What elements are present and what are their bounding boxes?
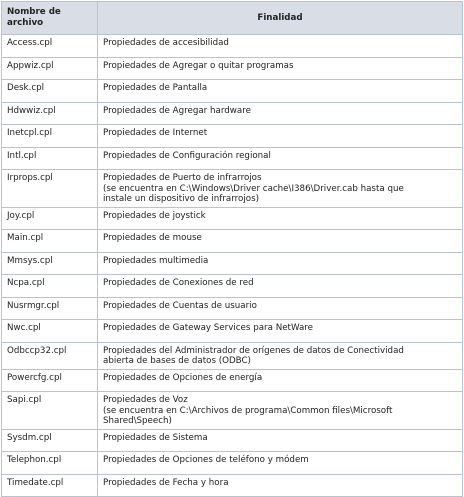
purpose-cell bbox=[98, 429, 463, 452]
table-row bbox=[2, 102, 463, 125]
purpose-cell bbox=[98, 275, 463, 298]
column-header-file-name-line1: Nombre de bbox=[7, 7, 61, 17]
purpose-line: Propiedades de Opciones de teléfono y módem bbox=[103, 455, 309, 465]
file-name-cell: Access.cpl bbox=[2, 35, 98, 58]
purpose-cell bbox=[98, 80, 463, 103]
table-header-row bbox=[2, 2, 463, 35]
purpose-line: instale un dispositivo de infrarrojos) bbox=[103, 194, 259, 204]
file-name-cell: Odbccp32.cpl bbox=[2, 342, 98, 369]
purpose-line: Propiedades de Gateway Services para NetWare bbox=[103, 323, 314, 333]
file-name-cell: Hdwwiz.cpl bbox=[2, 102, 98, 125]
purpose-line: Propiedades de Configuración regional bbox=[103, 150, 271, 161]
table-row bbox=[2, 297, 463, 320]
purpose-line: (se encuentra en C:\Windows\Driver cache\I386\Driver.cab hasta que bbox=[103, 183, 404, 194]
table-row bbox=[2, 35, 463, 58]
table-row bbox=[2, 170, 463, 208]
purpose-line: Propiedades del Administrador de orígenes de datos de Conectividad bbox=[103, 345, 404, 356]
table-row bbox=[2, 80, 463, 103]
table-row bbox=[2, 147, 463, 170]
column-header-file-name bbox=[2, 2, 98, 35]
file-name-cell: Nwc.cpl bbox=[2, 320, 98, 343]
purpose-line: Propiedades de Voz bbox=[103, 395, 188, 405]
table-row bbox=[2, 452, 463, 475]
column-header-purpose: Finalidad bbox=[98, 2, 463, 35]
purpose-cell bbox=[98, 230, 463, 253]
purpose-line: Propiedades de Agregar hardware bbox=[103, 105, 251, 116]
table-row bbox=[2, 320, 463, 343]
purpose-line: Propiedades de accesibilidad bbox=[103, 38, 229, 48]
file-name-cell: Inetcpl.cpl bbox=[2, 125, 98, 148]
control-panel-files-table bbox=[1, 1, 463, 497]
table-row bbox=[2, 207, 463, 230]
file-name-cell: Intl.cpl bbox=[2, 147, 98, 170]
file-name-cell: Desk.cpl bbox=[2, 80, 98, 103]
file-name-cell: Joy.cpl bbox=[2, 207, 98, 230]
file-name-cell: Ncpa.cpl bbox=[2, 275, 98, 298]
control-panel-files-table-container bbox=[1, 1, 462, 497]
purpose-line: Propiedades de Agregar o quitar programas bbox=[103, 60, 294, 71]
file-name-cell: Powercfg.cpl bbox=[2, 369, 98, 392]
purpose-cell bbox=[98, 369, 463, 392]
purpose-cell bbox=[98, 392, 463, 430]
table-row bbox=[2, 474, 463, 497]
purpose-line: Propiedades de Cuentas de usuario bbox=[103, 300, 257, 311]
purpose-line: Propiedades de Fecha y hora bbox=[103, 477, 229, 488]
table-row bbox=[2, 230, 463, 253]
table-row bbox=[2, 429, 463, 452]
purpose-line: Propiedades de Puerto de infrarrojos bbox=[103, 173, 262, 183]
file-name-cell: Telephon.cpl bbox=[2, 452, 98, 475]
file-name-cell: Appwiz.cpl bbox=[2, 57, 98, 80]
file-name-cell: Nusrmgr.cpl bbox=[2, 297, 98, 320]
table-row bbox=[2, 57, 463, 80]
file-name-cell: Sapi.cpl bbox=[2, 392, 98, 430]
table-row bbox=[2, 392, 463, 430]
column-header-file-name-line2: archivo bbox=[7, 18, 44, 28]
purpose-line: abierta de bases de datos (ODBC) bbox=[103, 356, 251, 366]
file-name-cell: Irprops.cpl bbox=[2, 170, 98, 208]
purpose-cell bbox=[98, 297, 463, 320]
purpose-cell bbox=[98, 342, 463, 369]
purpose-cell bbox=[98, 207, 463, 230]
purpose-cell bbox=[98, 252, 463, 275]
table-body bbox=[2, 35, 463, 497]
purpose-line: Propiedades de Internet bbox=[103, 128, 208, 138]
purpose-cell bbox=[98, 57, 463, 80]
purpose-cell bbox=[98, 320, 463, 343]
purpose-line: Propiedades multimedia bbox=[103, 255, 209, 266]
table-row bbox=[2, 125, 463, 148]
purpose-cell bbox=[98, 102, 463, 125]
file-name-cell: Timedate.cpl bbox=[2, 474, 98, 497]
file-name-cell: Sysdm.cpl bbox=[2, 429, 98, 452]
file-name-cell: Main.cpl bbox=[2, 230, 98, 253]
purpose-cell bbox=[98, 452, 463, 475]
purpose-line: Propiedades de mouse bbox=[103, 233, 202, 243]
file-name-cell: Mmsys.cpl bbox=[2, 252, 98, 275]
table-row bbox=[2, 252, 463, 275]
table-row bbox=[2, 369, 463, 392]
purpose-cell bbox=[98, 474, 463, 497]
purpose-line: Propiedades de Sistema bbox=[103, 432, 208, 443]
purpose-cell bbox=[98, 147, 463, 170]
purpose-line: Propiedades de Pantalla bbox=[103, 83, 208, 93]
table-row bbox=[2, 342, 463, 369]
purpose-line: Propiedades de Conexiones de red bbox=[103, 278, 254, 288]
purpose-line: Propiedades de joystick bbox=[103, 210, 206, 221]
purpose-cell bbox=[98, 35, 463, 58]
table-row bbox=[2, 275, 463, 298]
purpose-line: Propiedades de Opciones de energía bbox=[103, 372, 263, 383]
purpose-cell bbox=[98, 125, 463, 148]
purpose-line: Shared\Speech) bbox=[103, 416, 172, 426]
purpose-line: (se encuentra en C:\Archivos de programa\Common files\Microsoft bbox=[103, 405, 393, 416]
purpose-cell bbox=[98, 170, 463, 208]
